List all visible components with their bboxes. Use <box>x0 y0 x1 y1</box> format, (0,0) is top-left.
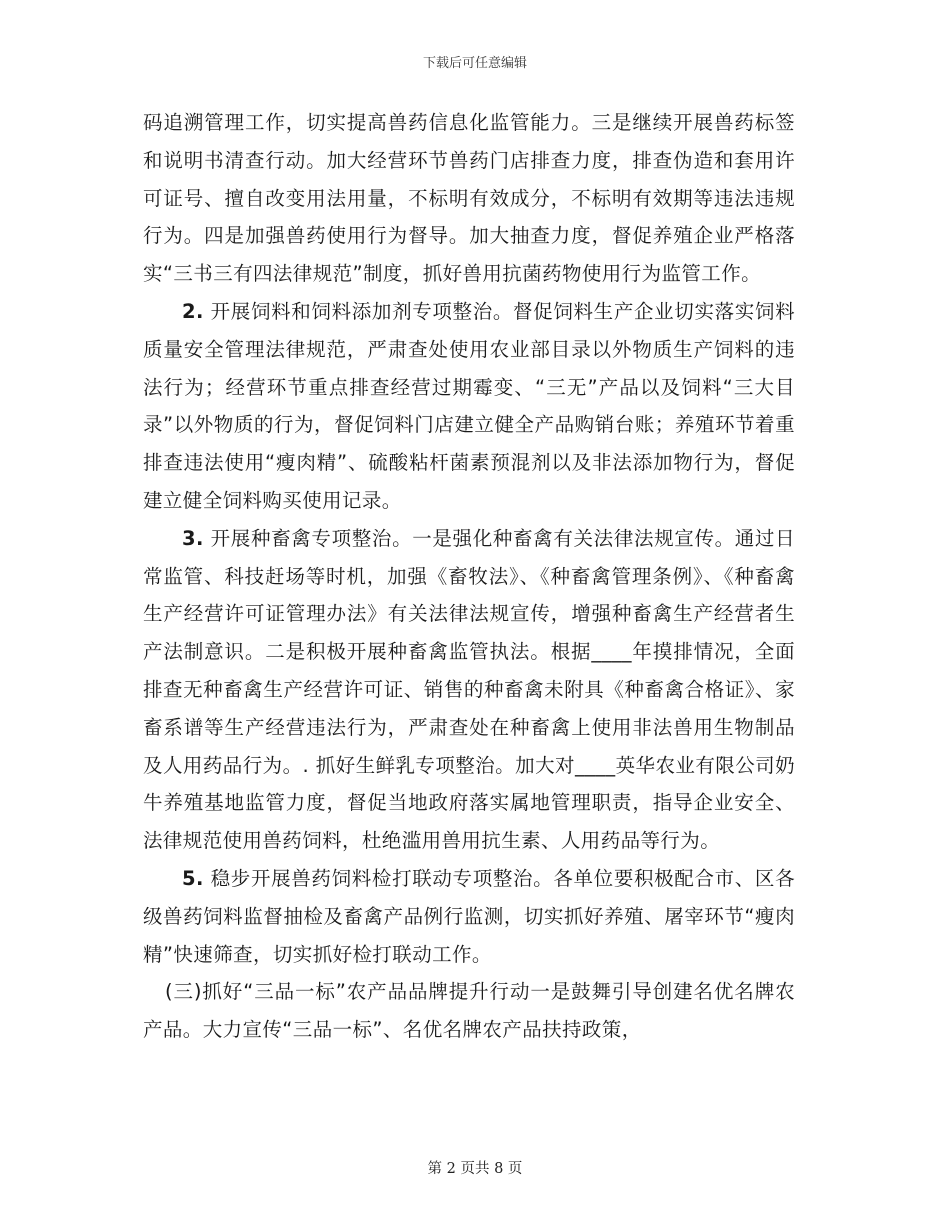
paragraph-2-number: 2. <box>182 299 204 323</box>
paragraph-3-number: 3. <box>182 526 204 550</box>
paragraph-2 <box>143 293 795 520</box>
paragraph-6: (三)抓好“三品一标”农产品品牌提升行动一是鼓舞引导创建名优名牌农产品。大力宣传“三品一标”、名优名牌农产品扶持政策， <box>143 980 795 1042</box>
paragraph-2-text: 开展饲料和饲料添加剂专项整治。督促饲料生产企业切实落实饲料质量安全管理法律规范，严肃查处使用农业部目录以外物质生产饲料的违法行为；经营环节重点排查经营过期霉变、“三无”产品以及饲料“三大目录”以外物质的行为，督促饲料门店建立健全产品购销台账；养殖环节着重排查违法使用“瘦肉精”、硫酸粘杆菌素预混剂以及非法添加物行为，督促建立健全饲料购买使用记录。 <box>143 299 795 512</box>
paragraph-1: 码追溯管理工作，切实提高兽药信息化监管能力。三是继续开展兽药标签和说明书清查行动。加大经营环节兽药门店排查力度，排查伪造和套用许可证号、擅自改变用法用量，不标明有效成分，不标明有效期等违法违规行为。四是加强兽药使用行为督导。加大抽查力度，督促养殖企业严格落实“三书三有四法律规范”制度，抓好兽用抗菌药物使用行为监管工作。 <box>143 111 795 286</box>
paragraph-3-text: 开展种畜禽专项整治。一是强化种畜禽有关法律法规宣传。通过日常监管、科技赶场等时机，加强《畜牧法》、《种畜禽管理条例》、《种畜禽生产经营许可证管理办法》有关法律法规宣传，增强种畜禽生产经营者生产法制意识。二是积极开展种畜禽监管执法。根据____年摸排情况，全面排查无种畜禽生产经营许可证、销售的种畜禽未附具《种畜禽合格证》、家畜系谱等生产经营违法行为，严肃查处在种畜禽上使用非法兽用生物制品及人用药品行为。. 抓好生鲜乳专项整治。加大对____英华农业有限公司奶牛养殖基地监管力度，督促当地政府落实属地管理职责，指导企业安全、法律规范使用兽药饲料，杜绝滥用兽用抗生素、人用药品等行为。 <box>143 526 795 853</box>
document-body <box>143 104 795 1049</box>
page-footer: 第 2 页共 8 页 <box>427 1161 523 1177</box>
paragraph-5-number: 5. <box>182 866 204 890</box>
paragraph-3 <box>143 520 795 860</box>
paragraph-5-text: 稳步开展兽药饲料检打联动专项整治。各单位要积极配合市、区各级兽药饲料监督抽检及畜禽产品例行监测，切实抓好养殖、屠宰环节“瘦肉精”快速筛查，切实抓好检打联动工作。 <box>143 866 795 966</box>
paragraph-5 <box>143 860 795 973</box>
page-header: 下载后可任意编辑 <box>422 56 527 71</box>
